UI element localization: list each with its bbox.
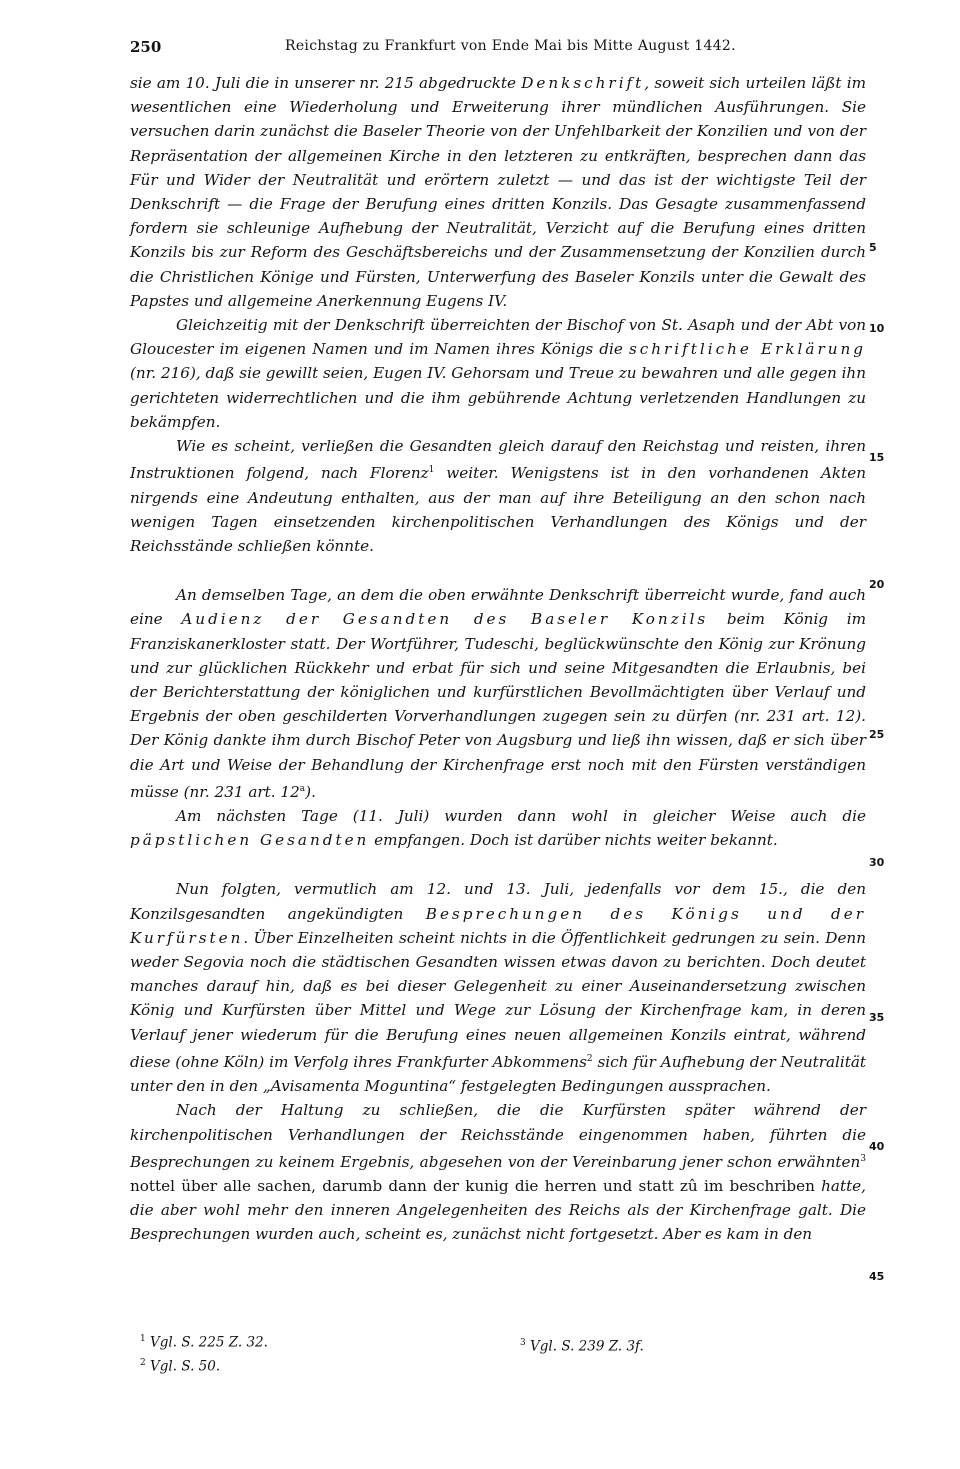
- paragraph-paepstliche: [130, 804, 866, 852]
- footnote-ref: a: [299, 783, 306, 794]
- text-run: ).: [305, 782, 316, 801]
- text-run: (nr. 216), daß sie gewillt seien, Eugen IV. Gehorsam und Treue zu bewahren und alle gegen ihn gerichteten widerrechtlichen und die ihm gebührende Achtung verletzenden Handlungen zu bekämpfen.: [130, 364, 866, 431]
- line-number: 20: [869, 578, 885, 591]
- text-run: Nach der Haltung zu schließen, die die Kurfürsten später während der kirchenpolitischen Verhandlungen der Reichsstände eingenommen haben, führten die Besprechungen zu keinem Ergebnis, abgesehen von der Vereinbarung jener schon erwähnten: [130, 1101, 866, 1171]
- text-run: weiter. Wenigstens ist in den vorhandenen Akten nirgends eine Andeutung enthalten, aus der man auf ihre Beteiligung an den schon nach wenigen Tagen einsetzenden kirchenpolitischen Verhandlungen des Königs und der Reichsstände schließen könnte.: [130, 464, 866, 555]
- paragraph-gesandten: [130, 434, 866, 558]
- line-number: 25: [869, 728, 885, 741]
- footnote-ref: 3: [860, 1153, 866, 1164]
- line-number: 15: [869, 451, 885, 464]
- footnote-ref: 1: [428, 465, 435, 476]
- spaced-term: Audienz der Gesandten des Baseler Konzils: [181, 610, 709, 629]
- main-text: [130, 71, 866, 1247]
- line-number: 40: [869, 1140, 885, 1153]
- text-run: empfangen. Doch ist darüber nichts weiter bekannt.: [369, 831, 778, 850]
- footnote-text: Vgl. S. 239 Z. 3f.: [530, 1338, 644, 1355]
- line-number: 45: [869, 1270, 885, 1283]
- text-run: sie am 10. Juli die in unserer nr. 215 abgedruckte: [130, 74, 522, 92]
- text-run: beim König im Franziskanerkloster statt. Der Wortführer, Tudeschi, beglückwünschte den König zur Krönung und zur glücklichen Rückkehr und erbat für sich und seine Mitgesandten die Erlaubnis, bei der Berichterstattung der königlichen und kurfürstlichen Bevollmächtigten über Verlauf und Ergebnis der oben geschilderten Vorverhandlungen zugegen sein zu dürfen (nr. 231 art. 12). Der König dankte ihm durch Bischof Peter von Augsburg und ließ ihn wissen, daß er sich über die Art und Weise der Behandlung der Kirchenfrage erst noch mit den Fürsten verständigen müsse (nr. 231 art. 12: [130, 610, 866, 801]
- text-run: Gleichzeitig mit der Denkschrift überreichten der Bischof von St. Asaph und der Abt von Gloucester im eigenen Namen und im Namen ihres Königs die: [130, 316, 866, 359]
- footnote-ref: 2: [586, 1053, 593, 1064]
- footnote: [520, 1332, 644, 1358]
- line-number: 35: [869, 1011, 885, 1024]
- spaced-term: schriftliche Erklärung: [628, 340, 866, 359]
- paragraph-denkschrift: [130, 71, 866, 313]
- footnote: [140, 1328, 268, 1354]
- footnote: [140, 1352, 220, 1378]
- text-run: An demselben Tage, an dem die oben erwähnte Denkschrift überreicht wurde, fand auch eine: [130, 586, 866, 629]
- running-title: Reichstag zu Frankfurt von Ende Mai bis Mitte August 1442.: [285, 38, 736, 54]
- paragraph-erklaerung: [130, 313, 866, 434]
- footnote-mark: 2: [140, 1358, 146, 1368]
- text-run: , die aber wohl mehr den inneren Angelegenheiten des Reichs als der Kirchenfrage galt. Die Besprechungen wurden auch, scheint es, zunächst nicht fortgesetzt. Aber es kam in den: [130, 1176, 866, 1244]
- text-run: Am nächsten Tage (11. Juli) wurden dann wohl in gleicher Weise auch die: [176, 807, 866, 826]
- line-number: 10: [869, 322, 885, 335]
- page-number: 250: [130, 38, 162, 56]
- footnote-mark: 1: [140, 1334, 146, 1344]
- paragraph-ergebnis: [130, 1098, 866, 1246]
- text-run: . Über Einzelheiten scheint nichts in die Öffentlichkeit gedrungen zu sein. Denn weder Segovia noch die städtischen Gesandten wissen etwas davon zu berichten. Doch deutet manches darauf hin, daß es bei dieser Gelegenheit zu einer Auseinandersetzung zwischen König und Kurfürsten über Mittel und Wege zur Lösung der Kirchenfrage kam, in deren Verlauf jener wiederum für die Berufung eines neuen allgemeinen Konzils eintrat, während diese (ohne Köln) im Verfolg ihres Frankfurter Abkommens: [130, 928, 866, 1071]
- text-run: sich für Aufhebung der Neutralität unter den in den „Avisamenta Moguntina“ festgelegten Bedingungen aussprachen.: [130, 1052, 866, 1096]
- text-run: , soweit sich urteilen läßt im wesentlichen eine Wiederholung und Erweiterung ihrer mündlichen Ausführungen. Sie versuchen darin zunächst die Baseler Theorie von der Unfehlbarkeit der Konzilien und von der Repräsentation der allgemeinen Kirche in den letzteren zu entkräften, besprechen dann das Für und Wider der Neutralität und erörtern zuletzt — und das ist der wichtigste Teil der Denkschrift — die Frage der Berufung eines dritten Konzils. Das Gesagte zusammenfassend fordern sie schleunige Aufhebung der Neutralität, Verzicht auf die Berufung eines dritten Konzils bis zur Reform des Geschäftsbereichs und der Zusammensetzung der Konzilien durch die Christlichen Könige und Fürsten, Unterwerfung des Baseler Konzils unter die Gewalt des Papstes und allgemeine Anerkennung Eugens IV.: [130, 74, 867, 310]
- paragraph-audienz: [130, 583, 866, 804]
- paragraph-besprechungen: [130, 877, 866, 1098]
- line-number: 30: [869, 856, 885, 869]
- spaced-term: päpstlichen Gesandten: [130, 831, 370, 850]
- spaced-term: Denkschrift: [521, 74, 645, 92]
- footnote-text: Vgl. S. 50.: [150, 1358, 221, 1375]
- text-run: hatte: [821, 1176, 862, 1195]
- quoted-source: nottel über alle sachen, darumb dann der kunig die herren und statt zû im beschriben: [130, 1176, 822, 1195]
- line-number: 5: [869, 241, 877, 254]
- footnote-mark: 3: [520, 1338, 526, 1348]
- footnote-text: Vgl. S. 225 Z. 32.: [150, 1334, 268, 1351]
- spaced-term: Besprechungen des Königs und der Kurfürsten: [130, 904, 866, 947]
- text-run: Nun folgten, vermutlich am 12. und 13. Juli, jedenfalls vor dem 15., die den Konzilsgesandten angekündigten: [130, 880, 866, 923]
- text-run: Wie es scheint, verließen die Gesandten gleich darauf den Reichstag und reisten, ihren Instruktionen folgend, nach Florenz: [130, 437, 866, 483]
